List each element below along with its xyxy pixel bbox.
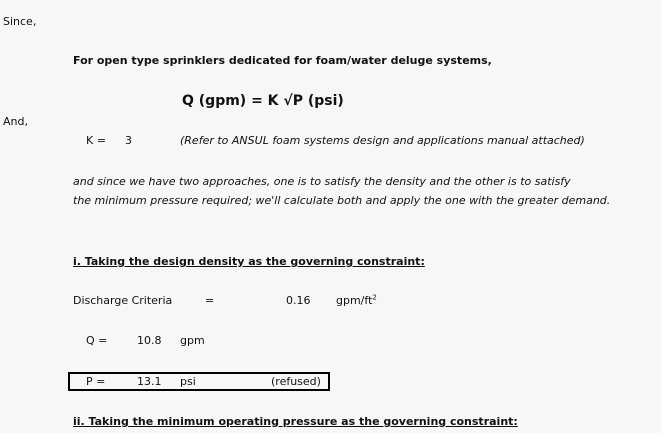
discharge-equals: = (205, 294, 215, 307)
and-label: And, (3, 115, 28, 128)
q-label: Q = (86, 334, 108, 347)
p-value: 13.1 (137, 375, 162, 388)
k-value: 3 (125, 134, 132, 147)
discharge-unit-base: gpm/ft (336, 294, 373, 307)
p-status: (refused) (271, 375, 321, 388)
k-reference: (Refer to ANSUL foam systems design and applications manual attached) (180, 134, 585, 147)
discharge-unit-exponent: 2 (372, 293, 377, 302)
discharge-label: Discharge Criteria (73, 294, 173, 307)
foam-heading: For open type sprinklers dedicated for foam/water deluge systems, (73, 54, 492, 67)
q-unit: gpm (180, 334, 205, 347)
p-label: P = (86, 375, 106, 388)
since-label: Since, (3, 15, 37, 28)
section-1-heading: i. Taking the design density as the governing constraint: (73, 255, 425, 268)
k-label: K = (86, 134, 106, 147)
discharge-unit (336, 294, 377, 307)
approach-line-1: and since we have two approaches, one is to satisfy the density and the other is to satisfy (73, 175, 571, 188)
discharge-value: 0.16 (286, 294, 311, 307)
p-unit: psi (180, 375, 196, 388)
q-value: 10.8 (137, 334, 162, 347)
approach-line-2: the minimum pressure required; we'll calculate both and apply the one with the greater demand. (73, 194, 611, 207)
section-2-heading: ii. Taking the minimum operating pressure as the governing constraint: (73, 415, 518, 428)
formula: Q (gpm) = K √P (psi) (182, 93, 344, 109)
